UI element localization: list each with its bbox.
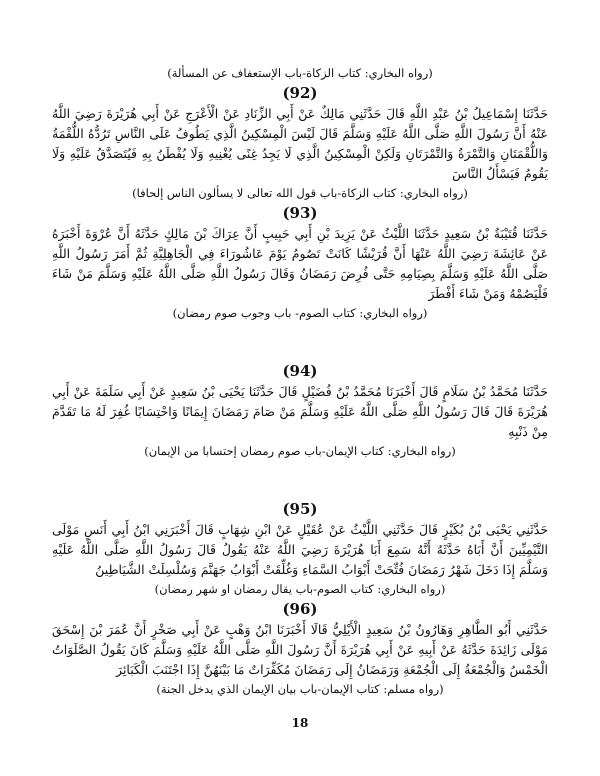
hadith-number-95: (95) (282, 500, 318, 518)
spacer (52, 322, 548, 360)
hadith-text-96: حَدَّثَنِي أَبُو الطَّاهِرِ وَهَارُونُ بْنُ سَعِيدٍ الْأَيْلِيُّ قَالَا أَخْبَرَنَا ابْنُ وَهْبٍ عَنْ أَبِي صَخْرٍ أَنَّ عُمَرَ بْنَ إِسْحَقَ مَوْلَى زَائِدَةَ حَدَّثَهُ عَنْ أَبِيهِ عَنْ أَبِي هُرَيْرَةَ أَنَّ رَسُولَ اللَّهِ صَلَّى اللَّهُ عَلَيْهِ وَسَلَّمَ كَانَ يَقُولُ الصَّلَوَاتُ الْخَمْسُ وَالْجُمْعَةُ إِلَى الْجُمْعَةِ وَرَمَضَانُ إِلَى رَمَضَانَ مُكَفِّرَاتٌ مَا بَيْنَهُنَّ إِذَا اجْتَنَبَ الْكَبَائِرَ (52, 622, 548, 677)
hadith-source-96: (رواه مسلم: كتاب الإيمان-باب بيان الإيمان الذي يدخل الجنة) (156, 682, 444, 696)
hadith-text-93: حَدَّثَنَا قُتَيْبَةُ بْنُ سَعِيدٍ حَدَّثَنَا اللَّيْثُ عَنْ يَزِيدَ بْنِ أَبِي حَبِيبٍ أَنَّ عِرَاكَ بْنَ مَالِكٍ حَدَّثَهُ أَنَّ عُرْوَةَ أَخْبَرَهُ عَنْ عَائِشَةَ رَضِيَ اللَّهُ عَنْهَا أَنَّ قُرَيْشًا كَانَتْ تَصُومُ يَوْمَ عَاشُورَاءَ فِي الْجَاهِلِيَّةِ ثُمَّ أَمَرَ رَسُولُ اللَّهِ صَلَّى اللَّهُ عَلَيْهِ وَسَلَّمَ بِصِيَامِهِ حَتَّى فُرِضَ رَمَضَانُ وَقَالَ رَسُولُ اللَّهِ صَلَّى اللَّهُ عَلَيْهِ وَسَلَّمَ مَنْ شَاءَ فَلْيَصُمْهُ وَمَنْ شَاءَ أَفْطَرَ (52, 226, 548, 301)
hadith-source-95: (رواه البخاري: كتاب الصوم-باب يقال رمضان او شهر رمضان) (154, 582, 446, 596)
hadith-text-92: حَدَّثَنَا إِسْمَاعِيلُ بْنُ عَبْدِ اللَّهِ قَالَ حَدَّثَنِي مَالِكٌ عَنْ أَبِي الزِّنَادِ عَنْ الْأَعْرَجِ عَنْ أَبِي هُرَيْرَةَ رَضِيَ اللَّهُ عَنْهُ أَنَّ رَسُولَ اللَّهِ صَلَّى اللَّهُ عَلَيْهِ وَسَلَّمَ قَالَ لَيْسَ الْمِسْكِينُ الَّذِي يَطُوفُ عَلَى النَّاسِ تَرُدُّهُ اللُّقْمَةُ وَاللُّقْمَتَانِ وَالتَّمْرَةُ وَالتَّمْرَتَانِ وَلَكِنْ الْمِسْكِينُ الَّذِي لَا يَجِدُ غِنًى يُغْنِيهِ وَلَا يُفْطَنُ بِهِ فَيُتَصَدَّقُ عَلَيْهِ وَلَا يَقُومُ فَيَسْأَلُ النَّاسَ (52, 106, 548, 181)
hadith-source-93: (رواه البخاري: كتاب الصوم- باب وجوب صوم رمضان) (172, 306, 428, 320)
page-number: 18 (291, 716, 309, 730)
hadith-source-92: (رواه البخاري: كتاب الزكاة-باب قول الله تعالى لا يسألون الناس إلحافا) (132, 186, 468, 200)
hadith-source-91: (رواه البخاري: كتاب الزكاة-باب الإستعفاف عن المسألة) (167, 66, 433, 80)
hadith-number-94: (94) (282, 362, 318, 380)
hadith-text-95: حَدَّثَنِي يَحْيَى بْنُ بُكَيْرٍ قَالَ حَدَّثَنِي اللَّيْثُ عَنْ عُقَيْلٍ عَنْ ابْنِ شِهَابٍ قَالَ أَخْبَرَنِي ابْنُ أَبِي أَنَسٍ مَوْلَى التَّيْمِيِّينَ أَنَّ أَبَاهُ حَدَّثَهُ أَنَّهُ سَمِعَ أَبَا هُرَيْرَةَ رَضِيَ اللَّهُ عَنْهُ يَقُولُ قَالَ رَسُولُ اللَّهِ صَلَّى اللَّهُ عَلَيْهِ وَسَلَّمَ إِذَا دَخَلَ شَهْرُ رَمَضَانَ فُتِّحَتْ أَبْوَابُ السَّمَاءِ وَغُلِّقَتْ أَبْوَابُ جَهَنَّمَ وَسُلْسِلَتْ الشَّيَاطِينُ (52, 522, 548, 577)
hadith-source-94: (رواه البخاري: كتاب الإيمان-باب صوم رمضان إحتسابا من الإيمان) (144, 444, 456, 458)
spacer (52, 460, 548, 498)
hadith-number-96: (96) (282, 600, 318, 618)
hadith-number-92: (92) (282, 84, 318, 102)
hadith-text-94: حَدَّثَنَا مُحَمَّدُ بْنُ سَلَامٍ قَالَ أَخْبَرَنَا مُحَمَّدُ بْنُ فُضَيْلٍ قَالَ حَدَّثَنَا يَحْيَى بْنُ سَعِيدٍ عَنْ أَبِي سَلَمَةَ عَنْ أَبِي هُرَيْرَةَ قَالَ قَالَ رَسُولُ اللَّهِ صَلَّى اللَّهُ عَلَيْهِ وَسَلَّمَ مَنْ صَامَ رَمَضَانَ إِيمَانًا وَاحْتِسَابًا غُفِرَ لَهُ مَا تَقَدَّمَ مِنْ ذَنْبِهِ (52, 384, 548, 439)
hadith-number-93: (93) (282, 204, 318, 222)
document-page (52, 64, 548, 698)
